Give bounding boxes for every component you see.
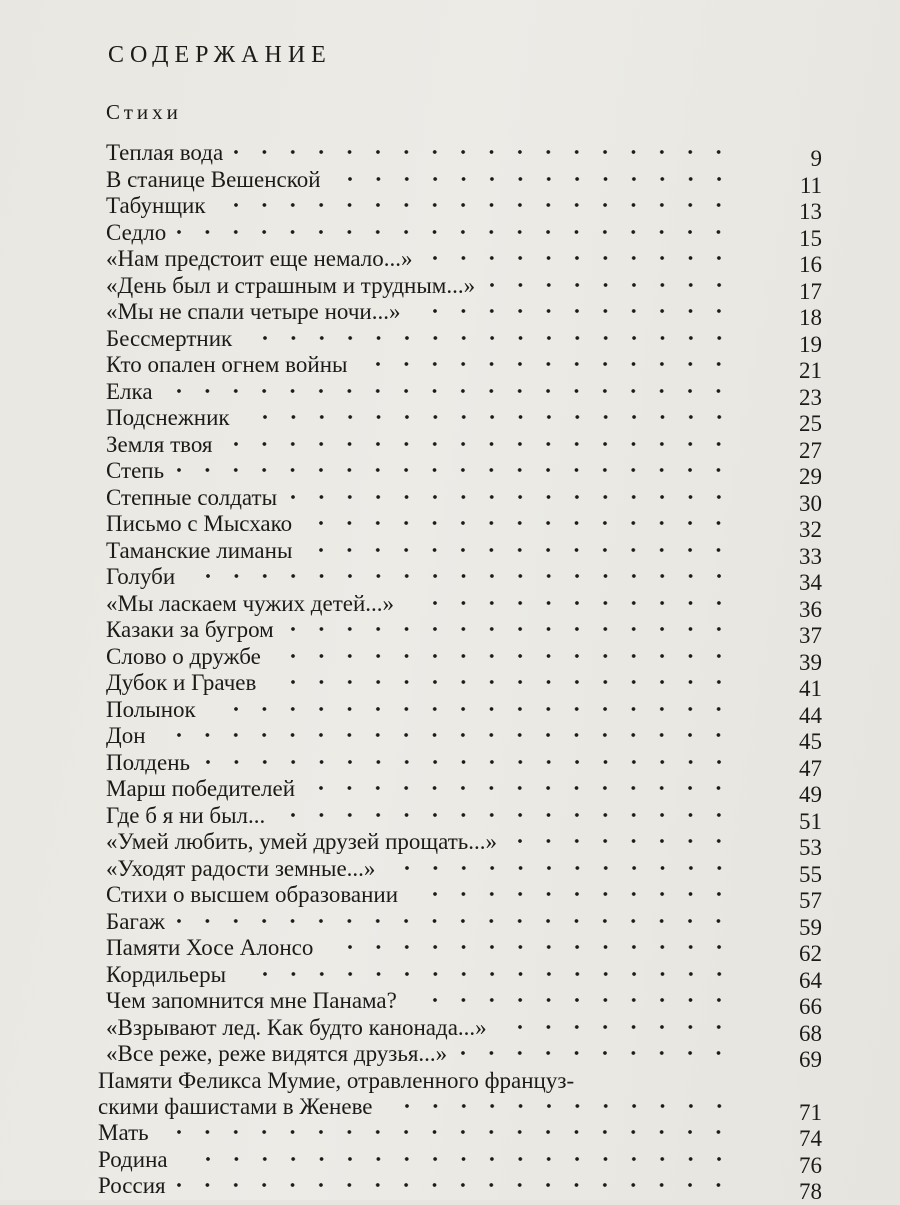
toc-entry-title: В станице Вешенской [106,166,321,192]
dot-leader [205,759,742,765]
toc-entry-title: «Нам предстоит еще немало...» [106,246,413,271]
toc-entry-page: 18 [799,305,822,330]
dot-leader [290,626,742,632]
dot-leader [432,255,742,261]
toc-entry-title: Кто опален огнем войны [106,352,348,377]
toc-entry-title: «Уходят радости земные...» [106,855,376,881]
toc-entry-title: Елка [106,378,153,404]
toc-entry-title: Памяти Хосе Алонсо [106,935,314,960]
dot-leader [290,653,742,659]
toc-entry-title: Где б я ни был... [106,802,266,828]
toc-entry-title: Подснежник [106,405,230,430]
dot-leader [290,812,742,818]
toc-entry [0,1120,900,1151]
toc-entry-page: 13 [799,199,822,224]
toc-entry-page: 55 [799,861,822,887]
toc-entry-title: Табунщик [106,193,206,218]
toc-entry [0,961,900,993]
toc-entry-title: «Умей любить, умей друзей прощать...» [106,829,497,854]
toc-entry-page: 16 [799,252,822,277]
toc-entry [0,564,900,595]
toc-entry-page: 36 [799,596,822,622]
dot-leader [176,467,742,473]
toc-entry [0,219,900,251]
toc-entry [0,1146,900,1178]
toc-entry-page: 23 [799,384,822,410]
dot-leader [262,971,742,977]
toc-entry-title: «Взрывают лед. Как будто канонада...» [106,1014,487,1040]
toc-entry-page: 32 [799,517,822,542]
dot-leader [347,944,742,950]
table-of-contents [0,140,900,1204]
toc-entry [0,1014,900,1046]
dot-leader [375,361,742,367]
dot-leader [176,229,742,235]
toc-entry [0,670,900,701]
toc-entry-page: 41 [799,676,822,701]
dot-leader [347,176,742,182]
toc-entry-page: 29 [799,464,822,489]
dot-leader [176,918,742,924]
toc-entry-page: 68 [799,1020,822,1046]
toc-entry [0,378,900,410]
dot-leader [318,785,742,791]
toc-entry [0,802,900,834]
toc-entry [0,299,900,330]
toc-entry-page: 64 [799,967,822,993]
dot-leader [318,547,742,553]
toc-entry-title: скими фашистами в Женеве [98,1094,373,1119]
toc-entry [0,405,900,436]
toc-entry-title: Стихи о высшем образовании [106,882,399,907]
toc-entry-page: 51 [799,808,822,834]
toc-entry-title: Дубок и Грачев [106,670,257,695]
toc-entry-page: 71 [799,1100,822,1125]
toc-entry [0,246,900,277]
toc-entry-title: «Мы не спали четыре ночи...» [106,299,401,324]
toc-entry [0,617,900,648]
toc-entry-title: Полынок [106,696,196,722]
toc-entry [0,458,900,489]
toc-entry-title: Россия [98,1173,166,1198]
toc-entry [0,325,900,357]
dot-leader [262,335,742,341]
page-heading: СОДЕРЖАНИЕ [108,42,332,68]
toc-entry [0,908,900,940]
toc-entry-title: Памяти Феликса Мумие, отравленного француз- [98,1067,575,1093]
toc-entry [0,882,900,913]
toc-entry-page: 15 [799,225,822,251]
toc-entry-title: Казаки за бугром [106,617,274,642]
toc-entry-page: 45 [799,729,822,754]
toc-entry-title: Багаж [106,908,165,934]
toc-entry-page: 57 [799,888,822,913]
toc-entry [0,749,900,781]
toc-entry-title: Степные солдаты [106,484,278,510]
toc-entry-title: «Мы ласкаем чужих детей...» [106,590,395,616]
dot-leader [262,414,742,420]
toc-entry-page: 66 [799,994,822,1019]
dot-leader [432,600,742,606]
toc-entry [0,193,900,224]
toc-entry [0,484,900,516]
toc-entry-page: 47 [799,755,822,781]
dot-leader [318,520,742,526]
toc-entry [0,590,900,622]
toc-entry-page: 37 [799,623,822,648]
dot-leader [205,1156,742,1162]
toc-entry-title: «Все реже, реже видятся друзья...» [106,1041,448,1066]
toc-entry-page: 21 [799,358,822,383]
toc-entry [0,352,900,383]
toc-entry-title: Голуби [106,564,176,589]
toc-entry [0,776,900,807]
dot-leader [290,494,742,500]
toc-entry-title: Письмо с Мысхако [106,511,293,536]
dot-leader [404,1103,742,1109]
dot-leader [517,1024,742,1030]
toc-entry-page: 39 [799,649,822,675]
toc-entry-title: Седло [106,219,167,245]
dot-leader [233,149,742,155]
toc-entry [0,272,900,304]
toc-entry-title: Мать [98,1120,149,1145]
toc-entry-page: 78 [799,1179,822,1204]
toc-entry-page: 25 [799,411,822,436]
toc-entry-page: 74 [799,1126,822,1151]
dot-leader [489,282,742,288]
toc-entry-page: 49 [799,782,822,807]
toc-entry-title: Теплая вода [106,140,224,165]
toc-entry-page: 30 [799,490,822,516]
toc-entry-title: Родина [98,1146,168,1172]
toc-entry-title: Земля твоя [106,431,213,457]
toc-entry-title: «День был и страшным и трудным...» [106,272,476,298]
dot-leader [205,573,742,579]
dot-leader [233,202,742,208]
toc-entry [0,643,900,675]
dot-leader [432,891,742,897]
toc-entry [0,537,900,569]
dot-leader [176,388,742,394]
dot-leader [176,1129,742,1135]
toc-entry-page: 62 [799,941,822,966]
toc-entry-title: Таманские лиманы [106,537,293,563]
toc-entry-page: 59 [799,914,822,940]
toc-entry [0,696,900,728]
toc-entry-title: Марш победителей [106,776,295,801]
toc-entry-title: Кордильеры [106,961,227,987]
toc-entry-title: Бессмертник [106,325,233,351]
dot-leader [460,1050,742,1056]
toc-entry-title: Слово о дружбе [106,643,261,669]
dot-leader [404,865,742,871]
toc-entry-page: 69 [799,1047,822,1072]
toc-entry-page: 9 [810,146,822,171]
toc-entry-title: Полдень [106,749,190,775]
dot-leader [176,732,742,738]
toc-entry-page: 33 [799,543,822,569]
dot-leader [517,838,742,844]
toc-entry [0,855,900,887]
toc-entry [0,1173,900,1204]
toc-entry-page: 11 [799,172,822,198]
dot-leader [233,441,742,447]
toc-entry [0,166,900,198]
toc-entry [0,1094,900,1125]
toc-entry-title: Степь [106,458,165,483]
toc-entry-page: 34 [799,570,822,595]
dot-leader [432,997,742,1003]
toc-entry-page: 76 [799,1152,822,1178]
toc-entry-page: 44 [799,702,822,728]
toc-entry [0,1068,900,1095]
toc-entry-title: Дон [106,723,146,748]
toc-entry-page: 17 [799,278,822,304]
toc-entry-title: Чем запомнится мне Панама? [106,988,397,1013]
toc-entry [0,723,900,754]
section-title: Стихи [106,100,182,124]
toc-entry [0,511,900,542]
toc-entry [0,988,900,1019]
dot-leader [233,706,742,712]
dot-leader [432,308,742,314]
toc-entry [0,1041,900,1072]
toc-entry [0,935,900,966]
dot-leader [176,1182,742,1188]
toc-entry-page: 53 [799,835,822,860]
toc-entry [0,140,900,171]
dot-leader [290,679,742,685]
toc-entry [0,829,900,860]
toc-entry-page: 27 [799,437,822,463]
toc-entry-page: 19 [799,331,822,357]
toc-entry [0,431,900,463]
